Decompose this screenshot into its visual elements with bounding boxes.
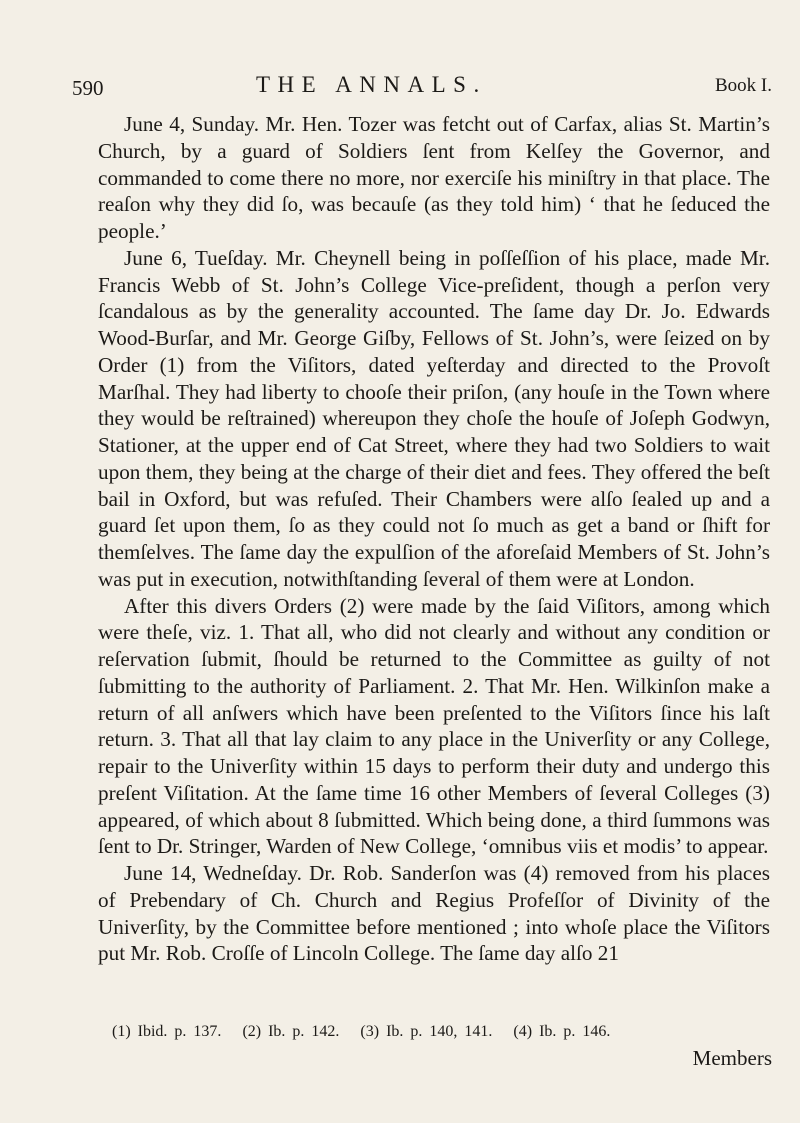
page-number: 590 bbox=[72, 76, 104, 100]
running-title: THE ANNALS. bbox=[256, 72, 487, 97]
paragraph-june-6: June 6, Tueſday. Mr. Cheynell being in poſſeſſion of his place, made Mr. Francis Webb of St. John’s College Vice-preſident, though a perſon very ſcandalous as by the generality accounted. The ſame day Dr. Jo. Edwards Wood-Burſar, and Mr. George Giſby, Fellows of St. John’s, were ſeized on by Order (1) from the Viſitors, dated yeſterday and directed to the Provoſt Marſhal. They had liberty to chooſe their priſon, (any houſe in the Town where they would be reſtrained) whereupon they choſe the houſe of Joſeph Godwyn, Stationer, at the upper end of Cat Street, where they had two Soldiers to wait upon them, they being at the charge of their diet and fees. They offered the beſt bail in Oxford, but was refuſed. Their Chambers were alſo ſealed up and a guard ſet upon them, ſo as they could not ſo much as get a band or ſhift for themſelves. The ſame day the expulſion of the aforeſaid Members of St. John’s was put in execution, notwithſtanding ſeveral of them were at London. bbox=[98, 245, 770, 591]
footnote-4: (4) Ib. p. 146. bbox=[513, 1023, 611, 1040]
book-label: Book I. bbox=[715, 75, 772, 96]
paragraph-visitor-orders: After this divers Orders (2) were made by the ſaid Viſitors, among which were theſe, viz. 1. That all, who did not clearly and without any condition or reſervation ſubmit, ſhould be returned to the Committee as guilty of not ſubmitting to the authority of Parliament. 2. That Mr. Hen. Wilkinſon make a return of all anſwers which have been preſented to the Viſitors ſince his laſt return. 3. That all that lay claim to any place in the Univerſity or any College, repair to the Univerſity within 15 days to perform their duty and undergo this preſent Viſitation. At the ſame time 16 other Members of ſeveral Colleges (3) appeared, of which about 8 ſubmitted. Which being done, a third ſummons was ſent to Dr. Stringer, Warden of New College, ‘omnibus viis et modis’ to appear. bbox=[98, 593, 770, 859]
body-text bbox=[98, 111, 770, 967]
catchword: Members bbox=[692, 1046, 772, 1070]
footnote-3: (3) Ib. p. 140, 141. bbox=[360, 1023, 493, 1040]
footnotes bbox=[112, 1023, 772, 1041]
footnote-2: (2) Ib. p. 142. bbox=[242, 1023, 340, 1040]
paragraph-june-4: June 4, Sunday. Mr. Hen. Tozer was fetcht out of Carfax, alias St. Martin’s Church, by a guard of Soldiers ſent from Kelſey the Governor, and commanded to come there no more, nor exerciſe his miniſtry in that place. The reaſon why they did ſo, was becauſe (as they told him) ‘ that he ſeduced the people.’ bbox=[98, 112, 770, 243]
running-header bbox=[72, 72, 772, 102]
footnote-1: (1) Ibid. p. 137. bbox=[112, 1023, 222, 1040]
paragraph-june-14: June 14, Wedneſday. Dr. Rob. Sanderſon was (4) removed from his places of Prebendary of Ch. Church and Regius Profeſſor of Divinity of the Univerſity, by the Committee before mentioned ; into whoſe place the Viſitors put Mr. Rob. Croſſe of Lincoln College. The ſame day alſo 21 bbox=[98, 861, 770, 966]
